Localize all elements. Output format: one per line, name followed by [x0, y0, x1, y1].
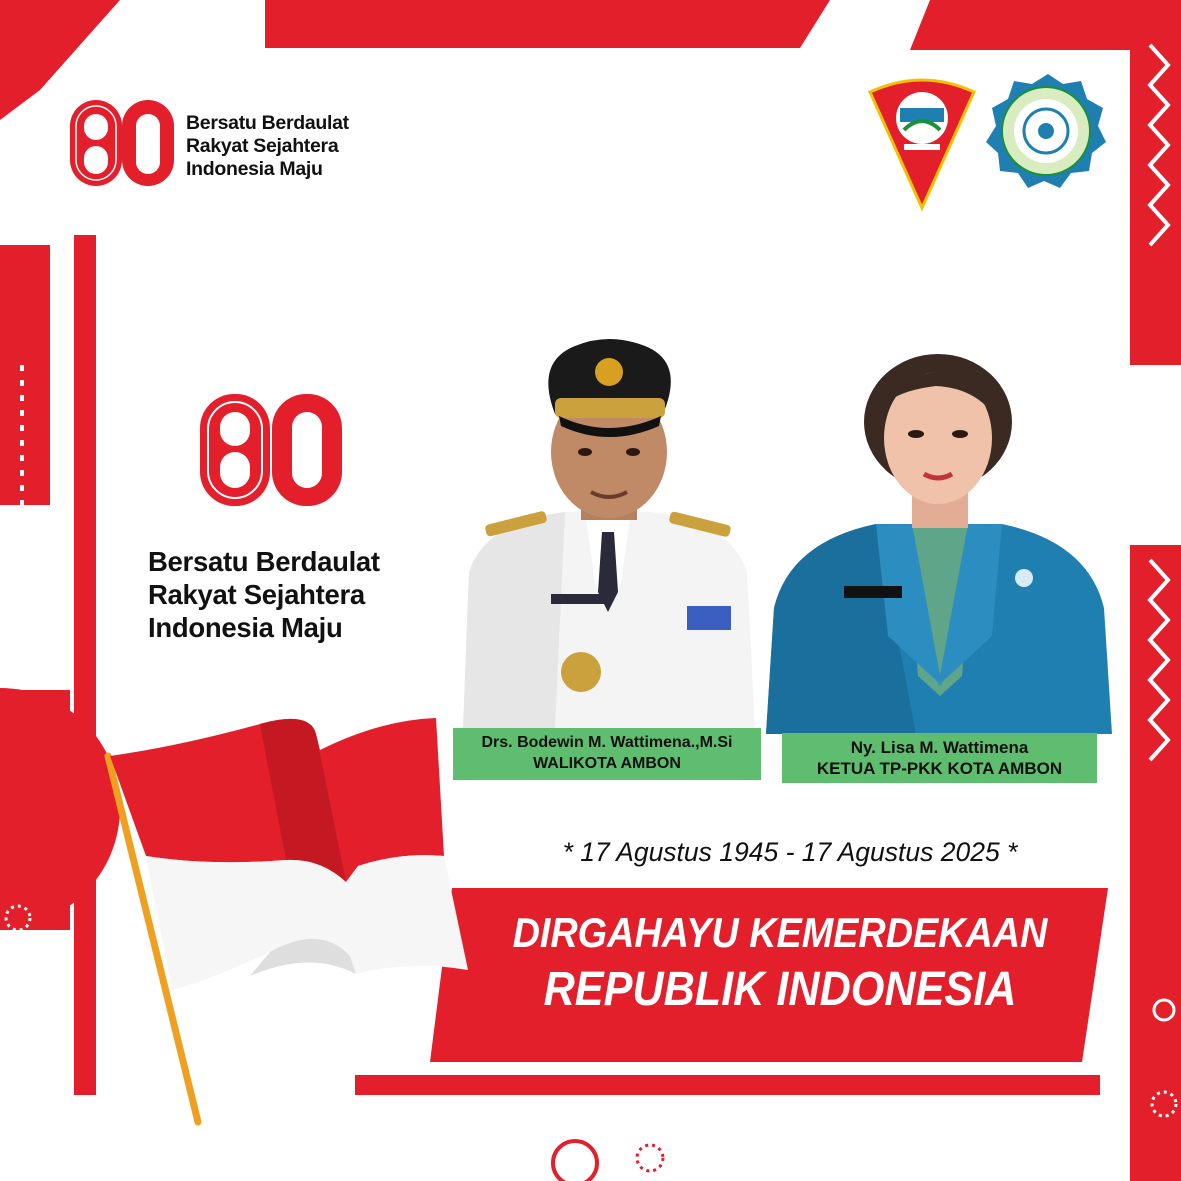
portrait-chairwoman [766, 346, 1112, 734]
chairwoman-title: KETUA TP-PKK KOTA AMBON [816, 759, 1063, 778]
name-plate-chairwoman [782, 733, 1097, 783]
portrait-mayor [455, 322, 761, 728]
slogan-top [186, 112, 349, 181]
pkk-emblem-icon [986, 72, 1106, 190]
slogan-line-2: Rakyat Sejahtera [148, 579, 365, 610]
slogan-line-3: Indonesia Maju [148, 612, 343, 643]
slogan-line-1: Bersatu Berdaulat [186, 112, 349, 134]
slogan-line-3: Indonesia Maju [186, 158, 323, 180]
slogan-line-1: Bersatu Berdaulat [148, 546, 380, 577]
banner [440, 905, 1120, 1019]
chairwoman-name: Ny. Lisa M. Wattimena [850, 738, 1029, 757]
date-line: * 17 Agustus 1945 - 17 Agustus 2025 * [562, 837, 1018, 867]
logo-80-small-icon [68, 98, 176, 190]
slogan-line-2: Rakyat Sejahtera [186, 135, 339, 157]
banner-line-1: DIRGAHAYU KEMERDEKAAN [512, 909, 1048, 956]
banner-line-2: REPUBLIK INDONESIA [543, 963, 1017, 1016]
mayor-name: Drs. Bodewin M. Wattimena.,M.Si [481, 734, 733, 751]
city-of-ambon-emblem-icon [866, 72, 978, 212]
indonesian-flag-icon [100, 690, 480, 1130]
mayor-title: WALIKOTA AMBON [533, 755, 681, 772]
slogan-middle [148, 545, 380, 644]
name-plate-mayor [453, 728, 761, 780]
logo-80-large-icon [196, 390, 346, 510]
